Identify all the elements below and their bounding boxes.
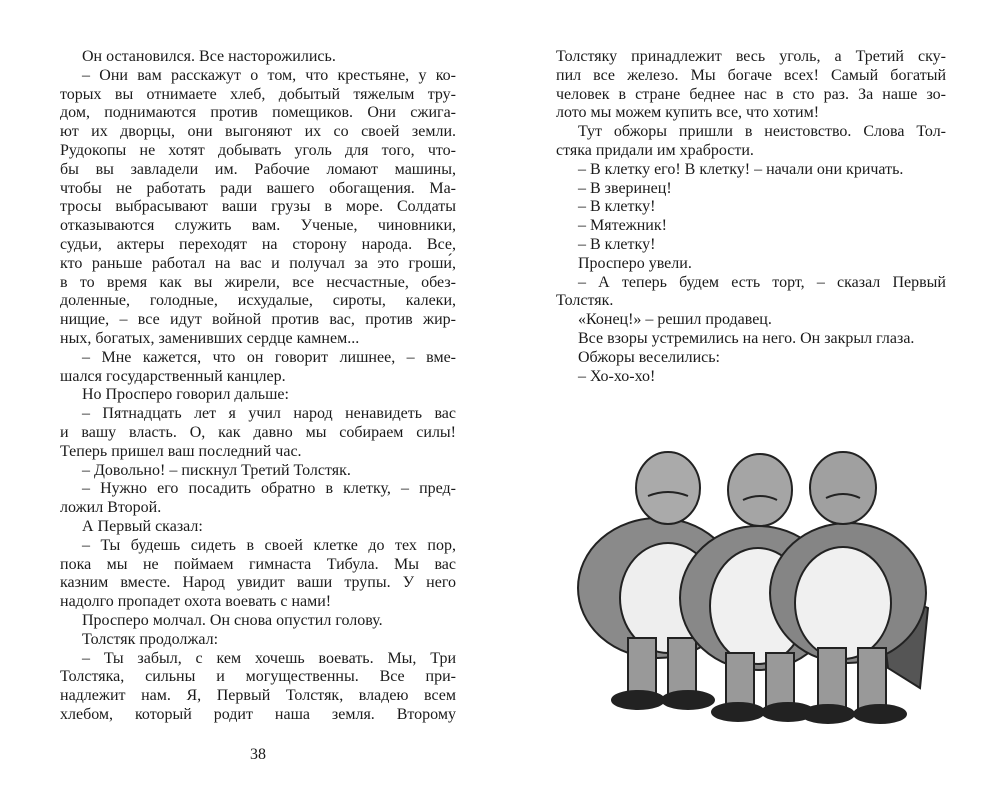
text-line: шался государственный канцлер.: [60, 367, 286, 385]
text-line: тросы выбрасывают ваши грузы в море. Солдаты: [60, 198, 456, 216]
text-line: нищие, – все идут войной против вас, против жир-: [60, 311, 456, 329]
text-line: в то время как вы жирели, все несчастные, обез-: [60, 273, 456, 291]
paragraph: [60, 480, 456, 518]
paragraph: [60, 537, 456, 612]
paragraph: [556, 311, 946, 330]
paragraph: [556, 236, 946, 255]
text-line: доленные, голодные, исхудалые, сироты, калеки,: [60, 292, 456, 310]
text-line: Обжоры веселились:: [578, 348, 720, 366]
text-line: Просперо увели.: [578, 254, 692, 272]
text-line: – В зверинец!: [578, 179, 672, 197]
text-line: чтобы не работать ради вашего обогащения. Ма-: [60, 179, 456, 197]
text-line: Просперо молчал. Он снова опустил голову.: [82, 611, 383, 629]
paragraph: [60, 631, 456, 650]
text-line: – В клетку его! В клетку! – начали они кричать.: [578, 160, 904, 178]
text-line: и вашу власть. О, как давно мы собираем силы!: [60, 423, 456, 441]
three-fat-men-illustration: [548, 438, 968, 738]
paragraph: [60, 67, 456, 349]
paragraph: [556, 198, 946, 217]
text-line: Теперь пришел ваш последний час.: [60, 442, 302, 460]
text-line: надлежит нам. Я, Первый Толстяк, владею всем: [60, 687, 456, 705]
text-line: – Хо-хо-хо!: [578, 367, 656, 385]
text-line: – А теперь будем есть торт, – сказал Первый: [578, 273, 946, 291]
text-line: Толстяку принадлежит весь уголь, а Третий ску-: [556, 48, 946, 65]
text-line: – Ты будешь сидеть в своей клетке до тех пор,: [82, 536, 456, 554]
paragraph: [556, 255, 946, 274]
text-line: стяка придали им храбрости.: [556, 141, 754, 159]
text-line: отказываются служить вам. Ученые, чиновники,: [60, 217, 456, 235]
text-line: – Мятежник!: [578, 217, 667, 235]
text-line: – Пятнадцать лет я учил народ ненавидеть вас: [82, 405, 456, 423]
paragraph: [556, 161, 946, 180]
paragraph: [556, 330, 946, 349]
text-line: надолго пропадет охота воевать с нами!: [60, 593, 332, 611]
text-line: дом, поднимаются против помещиков. Они сжига-: [60, 104, 456, 122]
paragraph: [60, 349, 456, 387]
text-line: – Они вам расскажут о том, что крестьяне, у ко-: [82, 66, 456, 84]
text-line: А Первый сказал:: [82, 517, 203, 535]
text-line: – В клетку!: [578, 235, 656, 253]
text-line: Толстяка, сильны и могущественны. Все при-: [60, 668, 456, 686]
paragraph: [556, 48, 946, 123]
text-line: – Ты забыл, с кем хочешь воевать. Мы, Три: [82, 649, 456, 667]
paragraph: [556, 180, 946, 199]
text-line: – Мне кажется, что он говорит лишнее, – вме-: [82, 348, 456, 366]
text-line: ют их дворцы, они выгоняют их со своей земли.: [60, 123, 456, 141]
text-line: – В клетку!: [578, 198, 656, 216]
text-line: судьи, актеры переходят на сторону народа. Все,: [60, 235, 456, 253]
paragraph: [60, 386, 456, 405]
paragraph: [60, 462, 456, 481]
text-line: – Довольно! – пискнул Третий Толстяк.: [82, 461, 351, 479]
text-line: Он остановился. Все насторожились.: [82, 48, 336, 65]
paragraph: [60, 405, 456, 461]
text-line: Толстяк продолжал:: [82, 630, 219, 648]
paragraph: [60, 650, 456, 725]
right-page-text: [556, 48, 946, 386]
paragraph: [556, 274, 946, 312]
paragraph: [556, 349, 946, 368]
text-line: ных, богатых, заменивших сердце камнем...: [60, 329, 360, 347]
text-line: пока мы не поймаем гимнаста Тибула. Мы вас: [60, 555, 456, 573]
text-line: человек в стране беднее нас в сто раз. За наше зо-: [556, 85, 946, 103]
text-line: – Нужно его посадить обратно в клетку, – пред-: [82, 480, 456, 498]
text-line: Но Просперо говорил дальше:: [82, 386, 289, 404]
text-line: ложил Второй.: [60, 499, 162, 517]
text-line: Толстяк.: [556, 292, 614, 310]
paragraph: [60, 518, 456, 537]
paragraph: [556, 123, 946, 161]
text-line: Рудокопы не хотят добывать уголь для того, что-: [60, 141, 456, 159]
page-number: 38: [250, 746, 266, 763]
paragraph: [556, 217, 946, 236]
text-line: казним вместе. Народ увидит ваши трупы. У него: [60, 574, 456, 592]
text-line: хлебом, который родит наша земля. Второму: [60, 705, 456, 723]
text-line: лото мы можем купить все, что хотим!: [556, 104, 820, 122]
text-line: «Конец!» – решил продавец.: [578, 311, 772, 329]
text-line: пил все железо. Мы богаче всех! Самый богатый: [556, 66, 946, 84]
text-line: Тут обжоры пришли в неистовство. Слова Тол-: [578, 123, 946, 141]
text-line: торых вы отнимаете хлеб, добытый тяжелым тру-: [60, 85, 456, 103]
text-line: Все взоры устремились на него. Он закрыл глаза.: [578, 329, 915, 347]
paragraph: [60, 48, 456, 67]
paragraph: [60, 612, 456, 631]
text-line: кто раньше работал на вас и получал за это гроши́,: [60, 254, 456, 272]
left-page-text: [60, 48, 456, 725]
paragraph: [556, 368, 946, 387]
text-line: бы вы завладели им. Рабочие ломают машины,: [60, 160, 456, 178]
